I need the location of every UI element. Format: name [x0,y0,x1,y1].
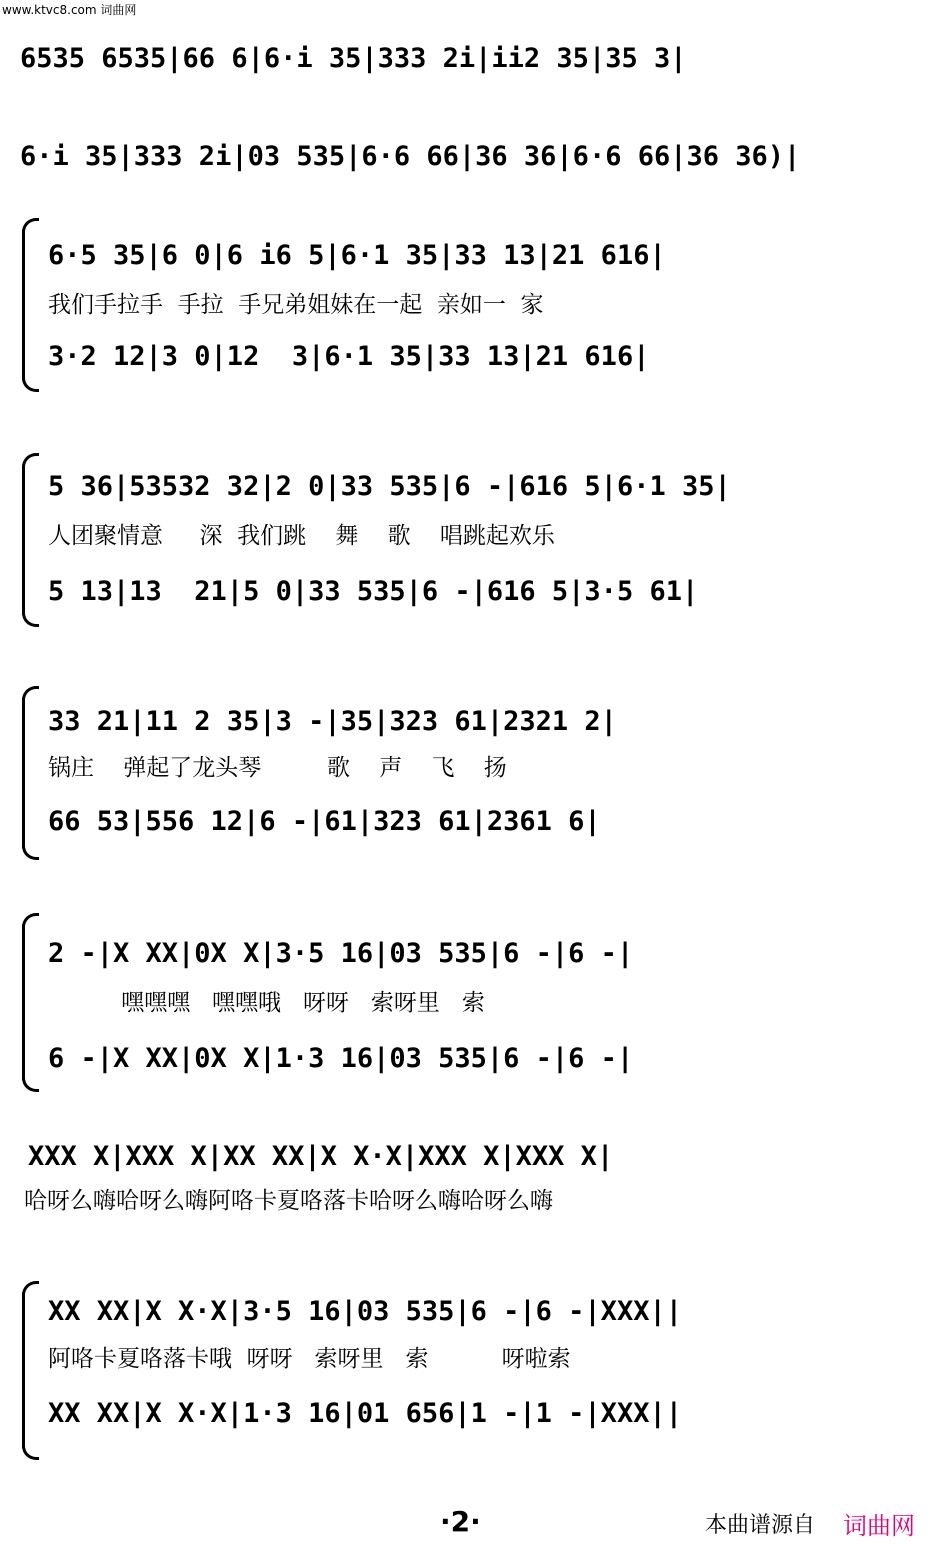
system-4-lyric: 嘿嘿嘿 嘿嘿哦 呀呀 索呀里 索 [48,990,485,1016]
chant-lyric: 哈呀么嗨哈呀么嗨阿咯卡夏咯落卡哈呀么嗨哈呀么嗨 [24,1188,553,1214]
brand-link[interactable]: 词曲网 [843,1512,915,1540]
system-brace [22,1293,39,1448]
system-1-lower: 3·2 12|3 0|12 3|6·1 35|33 13|21 616| [48,341,650,372]
chant-notes: XXX X|XXX X|XX XX|X X·X|XXX X|XXX X| [28,1141,614,1172]
system-brace [22,698,39,848]
intro-line-2: 6·i 35|333 2i|03 535|6·6 66|36 36|6·6 66|36 36)| [20,141,801,172]
system-1-lyric: 我们手拉手 手拉 手兄弟姐妹在一起 亲如一 家 [48,292,544,318]
system-2-lyric: 人团聚情意 深 我们跳 舞 歌 唱跳起欢乐 [48,523,555,549]
system-3-lower: 66 53|556 12|6 -|61|323 61|2361 6| [48,806,601,837]
site-watermark: www.ktvc8.com 词曲网 [2,3,137,17]
system-2-upper: 5 36|53532 32|2 0|33 535|6 -|616 5|6·1 35| [48,471,731,502]
system-brace [22,925,39,1080]
system-2-lower: 5 13|13 21|5 0|33 535|6 -|616 5|3·5 61| [48,576,699,607]
intro-line-1: 6535 6535|66 6|6·i 35|333 2i|ii2 35|35 3| [20,43,687,74]
system-1-upper: 6·5 35|6 0|6 i6 5|6·1 35|33 13|21 616| [48,240,666,271]
system-3-lyric: 锅庄 弹起了龙头琴 歌 声 飞 扬 [48,755,507,781]
final-system-upper: XX XX|X X·X|3·5 16|03 535|6 -|6 -|XXX|| [48,1296,682,1327]
system-brace [22,230,39,380]
source-label: 本曲谱源自 [705,1513,816,1538]
final-system-lyric: 阿咯卡夏咯落卡哦 呀呀 索呀里 索 呀啦索 [48,1346,571,1372]
page-number: ·2· [440,1505,481,1538]
system-4-upper: 2 -|X XX|0X X|3·5 16|03 535|6 -|6 -| [48,938,634,969]
final-system-lower: XX XX|X X·X|1·3 16|01 656|1 -|1 -|XXX|| [48,1398,682,1429]
system-4-lower: 6 -|X XX|0X X|1·3 16|03 535|6 -|6 -| [48,1043,634,1074]
system-3-upper: 33 21|11 2 35|3 -|35|323 61|2321 2| [48,706,617,737]
system-brace [22,465,39,615]
